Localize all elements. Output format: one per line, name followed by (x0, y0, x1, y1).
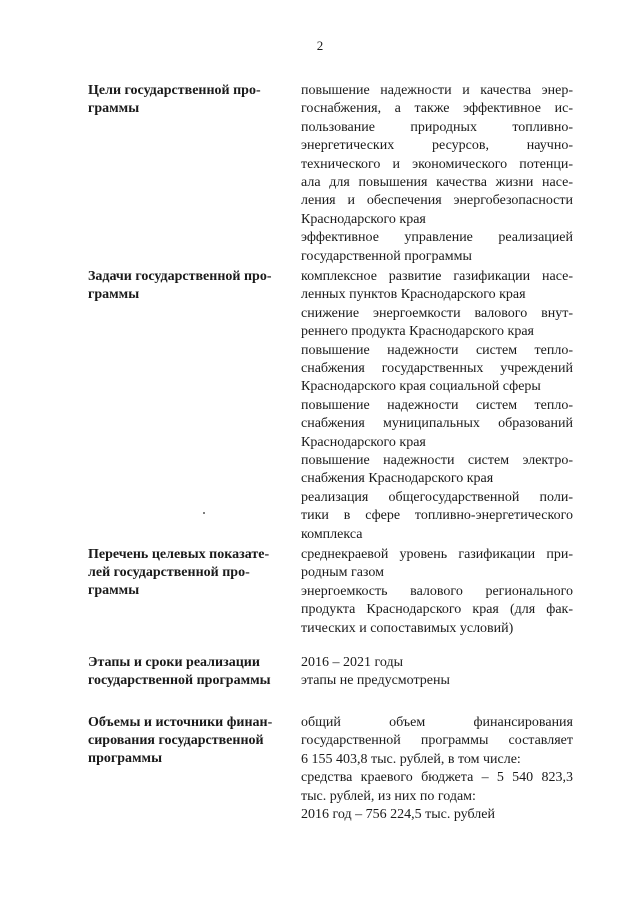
content-line: реннего продукта Краснодарского края (301, 324, 534, 340)
content-line: Краснодарского края (301, 211, 426, 227)
section-label (88, 654, 288, 690)
page-number: 2 (316, 38, 324, 53)
content-line: энергетических ресурсов, научно- (301, 138, 573, 154)
content-line: госнабжения, а также эффективное ис- (301, 101, 573, 117)
content-line: снабжения Краснодарского края (301, 471, 494, 487)
content-line: тики в сфере топливно-энергетического (301, 508, 573, 524)
section-label (88, 714, 288, 768)
content-line: ала для повышения качества жизни насе- (301, 175, 573, 191)
label-line: Объемы и источники финан- (88, 715, 273, 730)
content-line: пользование природных топливно- (301, 119, 573, 135)
content-line: тыс. рублей, из них по годам: (301, 788, 476, 804)
label-line: граммы (88, 101, 140, 116)
section-label (88, 546, 288, 600)
content-line: государственной программы составляет (301, 733, 573, 749)
content-line: повышение надежности и качества энер- (301, 83, 573, 98)
content-line: реализация общегосударственной поли- (301, 489, 573, 505)
content-line: родным газом (301, 565, 384, 581)
content-line: снабжения государственных учреждений (301, 361, 573, 377)
content-line: этапы не предусмотрены (301, 673, 450, 689)
label-line: граммы (88, 583, 140, 598)
content-line: общий объем финансирования (301, 715, 573, 730)
label-line: сирования государственной (88, 733, 264, 748)
scan-speck (203, 512, 205, 514)
label-line: лей государственной про- (88, 565, 250, 580)
content-line: технического и экономического потенци- (301, 156, 573, 172)
label-line: государственной программы (88, 673, 271, 688)
label-line: Этапы и сроки реализации (88, 655, 260, 670)
content-line: 6 155 403,8 тыс. рублей, в том числе: (301, 751, 521, 767)
label-line: Цели государственной про- (88, 83, 261, 98)
section-content (301, 714, 573, 824)
content-line: средства краевого бюджета – 5 540 823,3 (301, 770, 573, 786)
content-line: эффективное управление реализацией (301, 230, 573, 246)
label-line: Задачи государственной про- (88, 269, 272, 284)
content-line: продукта Краснодарского края (для фак- (301, 602, 573, 618)
content-line: повышение надежности систем тепло- (301, 397, 573, 413)
content-line: ленных пунктов Краснодарского края (301, 287, 526, 303)
content-line: 2016 – 2021 годы (301, 655, 404, 670)
content-line: среднекраевой уровень газификации при- (301, 547, 573, 562)
content-line: комплекса (301, 526, 363, 542)
section-content (301, 268, 573, 544)
content-line: тических и сопоставимых условий) (301, 620, 514, 636)
content-line: государственной программы (301, 248, 472, 264)
content-line: повышение надежности систем тепло- (301, 342, 573, 358)
section-content (301, 654, 573, 691)
content-line: Краснодарского края (301, 434, 426, 450)
content-line: 2016 год – 756 224,5 тыс. рублей (301, 807, 495, 823)
content-line: снижение энергоемкости валового внут- (301, 305, 573, 321)
label-line: Перечень целевых показате- (88, 547, 270, 562)
content-line: ления и обеспечения энергобезопасности (301, 193, 573, 209)
content-line: повышение надежности систем электро- (301, 453, 573, 469)
section-label (88, 268, 288, 304)
section-content (301, 82, 573, 266)
section-label (88, 82, 288, 118)
section-content (301, 546, 573, 638)
label-line: программы (88, 751, 162, 766)
label-line: граммы (88, 287, 140, 302)
content-line: Краснодарского края социальной сферы (301, 379, 541, 395)
content-line: энергоемкость валового регионального (301, 583, 573, 599)
content-line: снабжения муниципальных образований (301, 416, 573, 432)
content-line: комплексное развитие газификации насе- (301, 269, 573, 284)
